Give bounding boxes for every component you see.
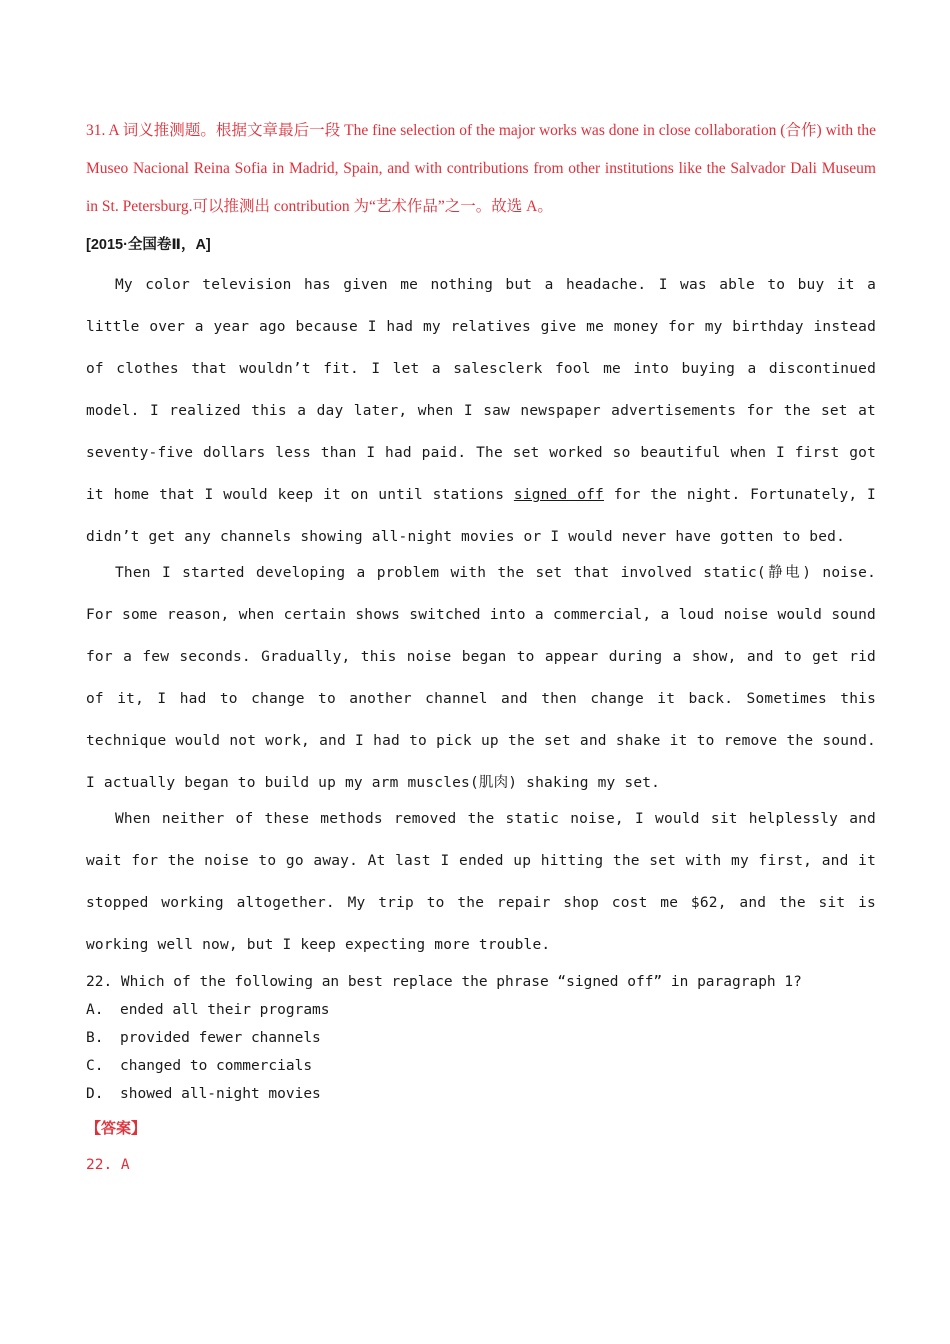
reading-passage <box>86 264 876 966</box>
option-letter: B. <box>86 1030 104 1046</box>
paragraph-1-text-a: My color television has given me nothing but a headache. I was able to buy it a little over a year ago because I had my relatives give me money for my birthday instead of clothes that wouldn’t fit. I let a salesclerk fool me into buying a discontinued model. I realized this a day later, when I saw newspaper advertisements for the set at seventy-five dollars less than I had paid. The set worked so beautiful when I first got it home that I would keep it on until stations <box>86 277 876 503</box>
explanation-text: 31. A 词义推测题。根据文章最后一段 The fine selection of the major works was done in close collaboration (合作) with the Museo Nacional Reina Sofia in Madrid, Spain, and with contributions from other institutions like the Salvador Dali Museum in St. Petersburg.可以推测出 contribution 为“艺术作品”之一。故选 A。 <box>86 122 876 215</box>
passage-paragraph-2: Then I started developing a problem with the set that involved static(静电) noise. For some reason, when certain shows switched into a commercial, a loud noise would sound for a few seconds. Gradually, this noise began to appear during a show, and to get rid of it, I had to change to another channel and then change it back. Sometimes this technique would not work, and I had to pick up the set and shake it to remove the sound. I actually began to build up my arm muscles(肌肉) shaking my set. <box>86 565 876 791</box>
question-stem: 22. Which of the following an best replace the phrase “signed off” in paragraph 1? <box>86 974 802 990</box>
option-a <box>86 996 876 1024</box>
option-text: changed to commercials <box>120 1058 313 1074</box>
option-d <box>86 1080 876 1108</box>
answer-heading: 【答案】 <box>86 1120 147 1137</box>
option-text: provided fewer channels <box>120 1030 321 1046</box>
options-list <box>86 996 876 1108</box>
option-c <box>86 1052 876 1080</box>
passage-paragraph-3: When neither of these methods removed the static noise, I would sit helplessly and wait for the noise to go away. At last I ended up hitting the set with my first, and it stopped working altogether. My trip to the repair shop cost me $62, and the sit is working well now, but I keep expecting more trouble. <box>86 811 876 953</box>
source-heading: [2015·全国卷Ⅱ，A] <box>86 237 211 253</box>
underlined-phrase: signed off <box>513 487 604 503</box>
option-text: ended all their programs <box>120 1002 330 1018</box>
option-letter: C. <box>86 1058 104 1074</box>
answer-value: 22. A <box>86 1157 130 1173</box>
option-b <box>86 1024 876 1052</box>
paragraph-1-text-b: for the night. Fortunately, I didn’t get any channels showing all-night movies or I would never have gotten to bed. <box>86 487 876 545</box>
document-page <box>86 112 876 1178</box>
option-letter: D. <box>86 1086 104 1102</box>
question-block <box>86 968 876 1108</box>
passage-paragraph-1 <box>86 264 876 558</box>
option-text: showed all-night movies <box>120 1086 321 1102</box>
option-letter: A. <box>86 1002 104 1018</box>
